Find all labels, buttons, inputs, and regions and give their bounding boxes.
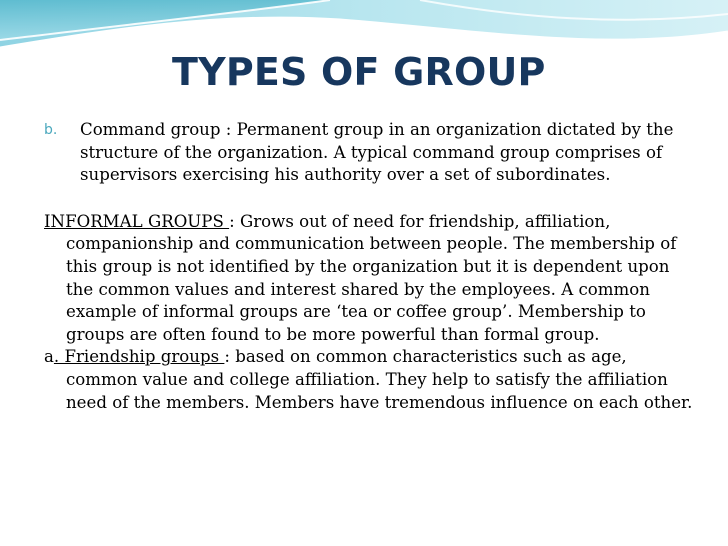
informal-groups-text: : Grows out of need for friendship, affiliation, companionship and communication between people. The membership of this group is not identified by the organization but it is dependent upon the common values and interest shared by the employees. A common example of informal groups are ‘tea or coffee group’. Membership to groups are often found to be more powerful than formal group. (66, 211, 677, 344)
slide-body (44, 119, 694, 414)
informal-groups-heading: INFORMAL GROUPS (44, 211, 230, 231)
friendship-groups-heading: . Friendship groups (53, 347, 225, 367)
command-group-item (44, 119, 694, 187)
friendship-groups-prefix: a (44, 347, 54, 367)
list-marker: b. (44, 122, 58, 138)
friendship-groups-text: : based on common characteristics such as age, common value and college affiliation. They help to satisfy the affiliation need of the members. Members have tremendous influence on each other. (66, 347, 693, 412)
slide-title: TYPES OF GROUP (172, 50, 546, 94)
friendship-groups-paragraph (44, 346, 694, 414)
command-group-text: Command group : Permanent group in an organization dictated by the structure of the organization. A typical command group comprises of supervisors exercising his authority over a set of subordinates. (80, 120, 674, 185)
informal-groups-paragraph (44, 211, 694, 347)
